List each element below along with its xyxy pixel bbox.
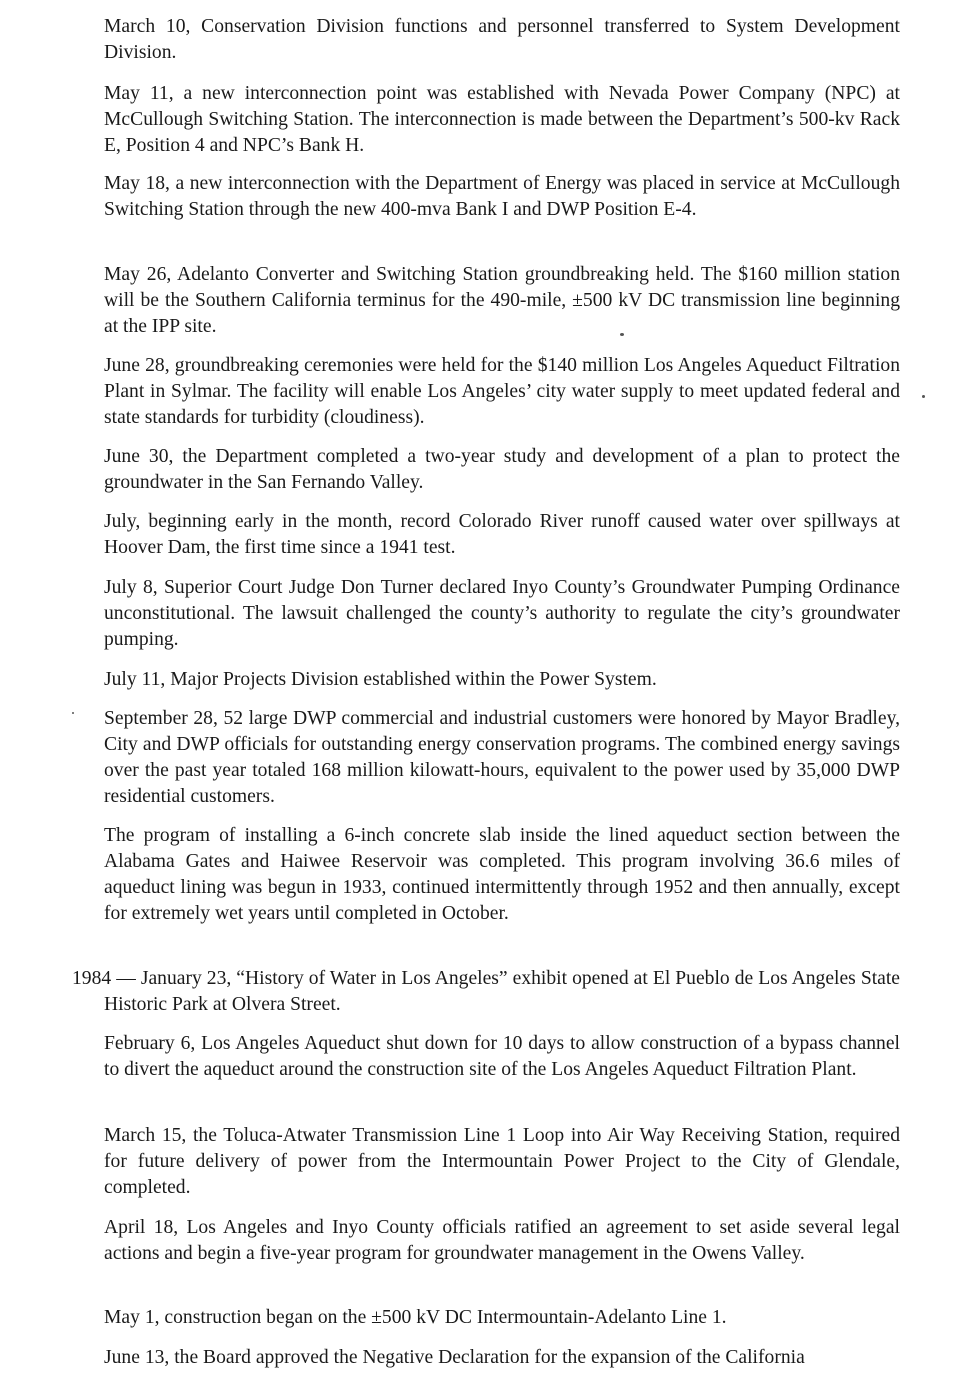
scan-speck bbox=[72, 712, 74, 714]
entry-1983-may-26: May 26, Adelanto Converter and Switching Station groundbreaking held. The $160 million station will be the Southern California terminus for the 490-mile, ±500 kV DC transmission line beginning at the IPP site. bbox=[104, 264, 900, 337]
scan-speck bbox=[620, 333, 624, 336]
entry-1984-march-15: March 15, the Toluca-Atwater Transmission Line 1 Loop into Air Way Receiving Station, required for future delivery of power from the Intermountain Power Project to the City of Glendale, completed. bbox=[104, 1125, 900, 1198]
entry-1984-january-23: 1984 — January 23, “History of Water in Los Angeles” exhibit opened at El Pueblo de Los Angeles State Historic Park at Olvera Street. bbox=[72, 968, 900, 1015]
entry-1983-july-8: July 8, Superior Court Judge Don Turner declared Inyo County’s Groundwater Pumping Ordinance unconstitutional. The lawsuit challenged the county’s authority to regulate the city’s groundwater pumping. bbox=[104, 577, 900, 650]
entry-1983-june-30: June 30, the Department completed a two-year study and development of a plan to protect the groundwater in the San Fernando Valley. bbox=[104, 446, 900, 493]
entry-1983-july: July, beginning early in the month, record Colorado River runoff caused water over spillways at Hoover Dam, the first time since a 1941 test. bbox=[104, 511, 900, 558]
entry-1984-may-1: May 1, construction began on the ±500 kV DC Intermountain-Adelanto Line 1. bbox=[104, 1307, 727, 1328]
scan-speck bbox=[922, 395, 925, 398]
entry-1983-may-18: May 18, a new interconnection with the Department of Energy was placed in service at McCullough Switching Station through the new 400-mva Bank I and DWP Position E-4. bbox=[104, 173, 900, 220]
entry-1984-june-13: June 13, the Board approved the Negative Declaration for the expansion of the California bbox=[104, 1347, 805, 1368]
entry-1983-aqueduct-slab: The program of installing a 6-inch concrete slab inside the lined aqueduct section between the Alabama Gates and Haiwee Reservoir was completed. This program involving 36.6 miles of aqueduct lining was begun in 1933, continued intermittently through 1952 and then annually, except for extremely wet years until completed in October. bbox=[104, 825, 900, 924]
entry-1984-april-18: April 18, Los Angeles and Inyo County officials ratified an agreement to set aside several legal actions and begin a five-year program for groundwater management in the Owens Valley. bbox=[104, 1217, 900, 1264]
entry-1983-june-28: June 28, groundbreaking ceremonies were held for the $140 million Los Angeles Aqueduct Filtration Plant in Sylmar. The facility will enable Los Angeles’ city water supply to meet updated federal and state standards for turbidity (cloudiness). bbox=[104, 355, 900, 428]
entry-1983-march-10: March 10, Conservation Division functions and personnel transferred to System Development Division. bbox=[104, 16, 900, 63]
entry-1984-february-6: February 6, Los Angeles Aqueduct shut down for 10 days to allow construction of a bypass channel to divert the aqueduct around the construction site of the Los Angeles Aqueduct Filtration Plant. bbox=[104, 1033, 900, 1080]
entry-1983-july-11: July 11, Major Projects Division established within the Power System. bbox=[104, 669, 657, 690]
entry-1983-may-11: May 11, a new interconnection point was established with Nevada Power Company (NPC) at McCullough Switching Station. The interconnection is made between the Department’s 500-kv Rack E, Position 4 and NPC’s Bank H. bbox=[104, 83, 900, 156]
entry-1983-september-28: September 28, 52 large DWP commercial and industrial customers were honored by Mayor Bradley, City and DWP officials for outstanding energy conservation programs. The combined energy savings over the past year totaled 168 million kilowatt-hours, equivalent to the power used by 35,000 DWP residential customers. bbox=[104, 708, 900, 807]
